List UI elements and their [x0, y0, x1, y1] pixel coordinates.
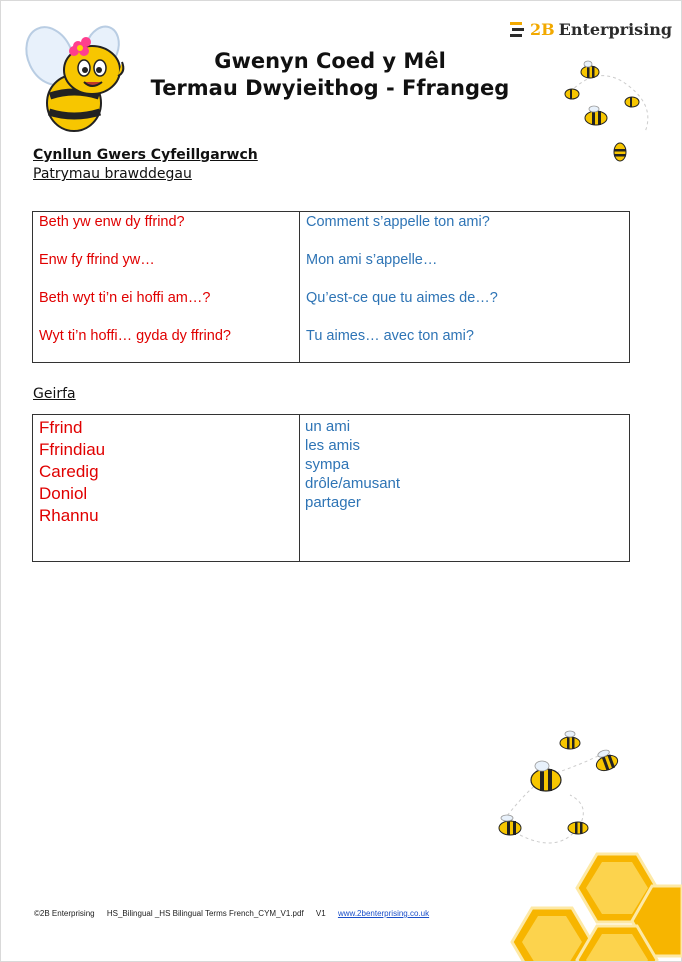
welsh-phrase: Enw fy ffrind yw… [39, 252, 155, 268]
sentence-patterns-heading: Patrymau brawddegau [33, 166, 192, 182]
welsh-word: Caredig [39, 462, 99, 481]
vocabulary-table [32, 414, 630, 562]
french-phrase: Mon ami s’appelle… [306, 252, 438, 268]
brand-name: Enterprising [558, 19, 673, 39]
welsh-word: Rhannu [39, 506, 99, 525]
welsh-phrase: Beth yw enw dy ffrind? [39, 214, 185, 230]
french-word: sympa [305, 456, 350, 473]
french-phrase: Qu’est-ce que tu aimes de…? [306, 290, 498, 306]
brand-logo [510, 18, 672, 40]
footer-version: V1 [315, 909, 326, 918]
footer-copyright: ©2B Enterprising [34, 909, 95, 918]
brand-number: 2B [530, 19, 555, 39]
welsh-vocabulary-column [39, 417, 105, 527]
french-word: partager [305, 494, 361, 511]
bee-mascot-icon [22, 18, 132, 138]
french-vocabulary-column [305, 417, 400, 512]
welsh-phrase: Wyt ti’n hoffi… gyda dy ffrind? [39, 328, 231, 344]
french-word: drôle/amusant [305, 475, 401, 492]
footer [34, 909, 439, 918]
table-column-divider [299, 212, 300, 362]
footer-filename: HS_Bilingual _HS Bilingual Terms French_CYM_V1.pdf [106, 909, 304, 918]
french-word: un ami [305, 418, 351, 435]
lesson-plan-heading: Cynllun Gwers Cyfeillgarwch [33, 147, 258, 163]
vocabulary-heading: Geirfa [33, 386, 76, 402]
honeycomb-icon [502, 846, 682, 961]
french-word: les amis [305, 437, 361, 454]
footer-website-link[interactable]: www.2benterprising.co.uk [337, 909, 430, 918]
table-column-divider [299, 415, 300, 561]
document-subtitle: Termau Dwyieithog - Ffrangeg [150, 76, 510, 100]
welsh-word: Ffrindiau [39, 440, 106, 459]
welsh-word: Doniol [39, 484, 88, 503]
french-phrase: Comment s’appelle ton ami? [306, 214, 490, 230]
bee-icon [560, 52, 670, 172]
document-title: Gwenyn Coed y Mêl [214, 49, 446, 73]
french-phrase: Tu aimes… avec ton ami? [306, 328, 474, 344]
brand-logo-icon [510, 18, 526, 40]
sentence-patterns-table [32, 211, 630, 363]
welsh-word: Ffrind [39, 418, 83, 437]
welsh-phrase: Beth wyt ti’n ei hoffi am…? [39, 290, 211, 306]
